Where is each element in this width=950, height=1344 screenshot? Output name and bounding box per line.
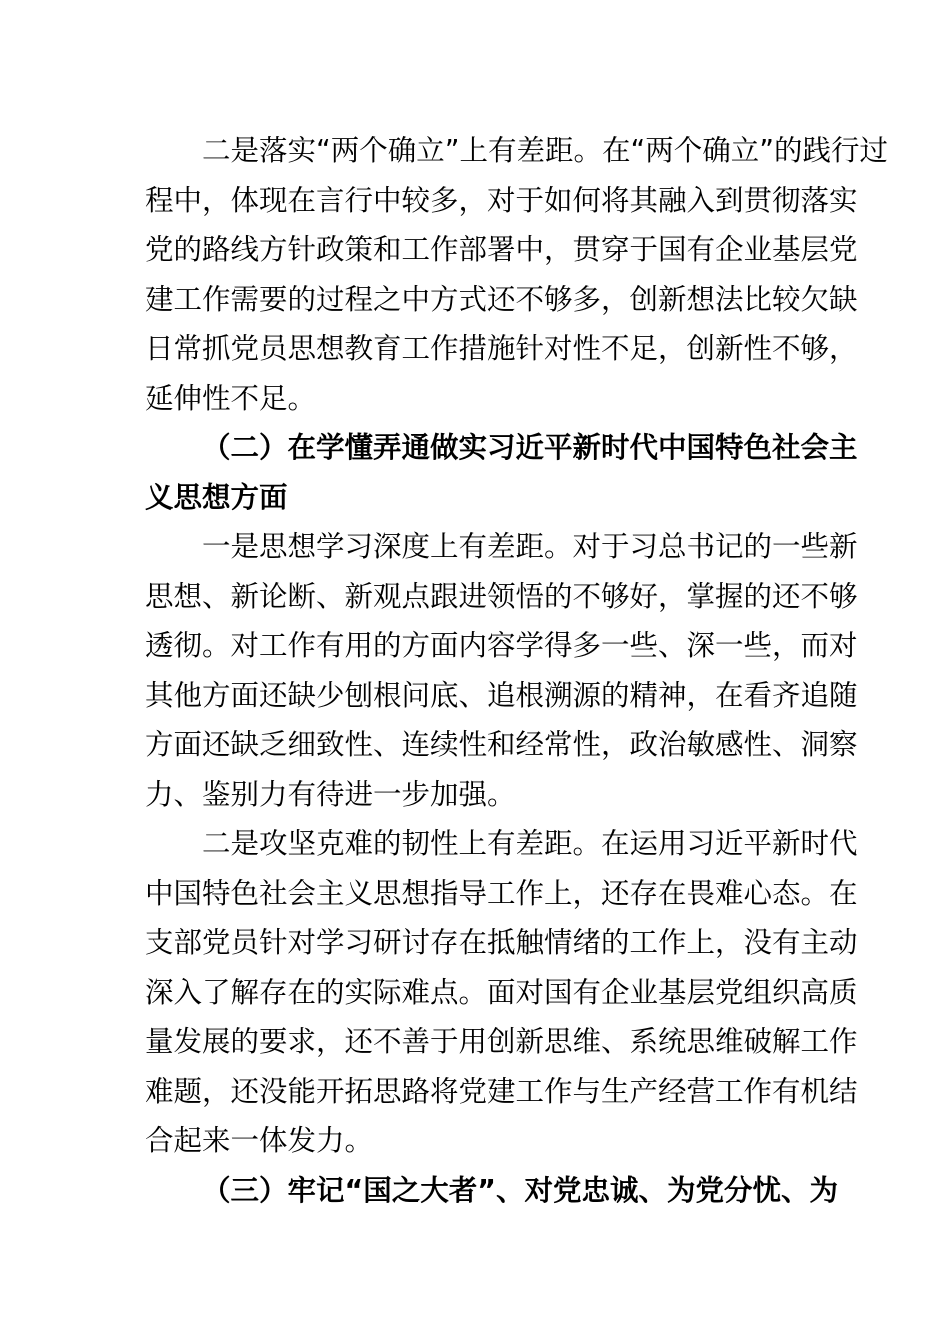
text-line: 深入了解存在的实际难点。面对国有企业基层党组织高质 (145, 975, 858, 1009)
text-line: 程中，体现在言行中较多，对于如何将其融入到贯彻落实 (145, 183, 858, 217)
document-body (145, 126, 889, 1215)
text-line: 其他方面还缺少刨根问底、追根溯源的精神，在看齐追随 (145, 678, 858, 712)
text-line: 日常抓党员思想教育工作措施针对性不足，创新性不够， (145, 332, 858, 365)
text-line: 二是攻坚克难的韧性上有差距。在运用习近平新时代 (202, 827, 858, 860)
text-line: 一是思想学习深度上有差距。对于习总书记的一些新 (202, 530, 858, 563)
text-line: 方面还缺乏细致性、连续性和经常性，政治敏感性、洞察 (145, 728, 858, 761)
paragraph-two-establishments-gap (145, 126, 889, 423)
text-line: 难题，还没能开拓思路将党建工作与生产经营工作有机结 (145, 1074, 858, 1108)
text-line: 建工作需要的过程之中方式还不够多，创新想法比较欠缺 (145, 282, 858, 316)
text-line: 中国特色社会主义思想指导工作上，还存在畏难心态。在 (145, 876, 858, 910)
text-line: 二是落实“两个确立”上有差距。在“两个确立”的践行过 (202, 134, 889, 167)
text-line: 延伸性不足。 (145, 381, 317, 415)
heading-line: （二）在学懂弄通做实习近平新时代中国特色社会主 (202, 431, 858, 464)
paragraph-perseverance-gap (145, 819, 858, 1166)
text-line: 合起来一体发力。 (145, 1124, 374, 1157)
text-line: 支部党员针对学习研讨存在抵触情绪的工作上，没有主动 (145, 926, 858, 959)
text-line: 思想、新论断、新观点跟进领悟的不够好，掌握的还不够 (145, 579, 858, 613)
heading-line: （三）牢记“国之大者”、对党忠诚、为党分忧、为 (202, 1173, 838, 1207)
text-line: 透彻。对工作有用的方面内容学得多一些、深一些，而对 (145, 629, 858, 662)
paragraph-study-depth-gap (145, 522, 858, 819)
heading-line: 义思想方面 (145, 480, 288, 514)
section-heading-2 (145, 423, 858, 522)
text-line: 力、鉴别力有待进一步加强。 (145, 777, 516, 811)
text-line: 量发展的要求，还不善于用创新思维、系统思维破解工作 (145, 1025, 858, 1058)
text-line: 党的路线方针政策和工作部署中，贯穿于国有企业基层党 (145, 233, 858, 266)
section-heading-3 (145, 1166, 838, 1216)
